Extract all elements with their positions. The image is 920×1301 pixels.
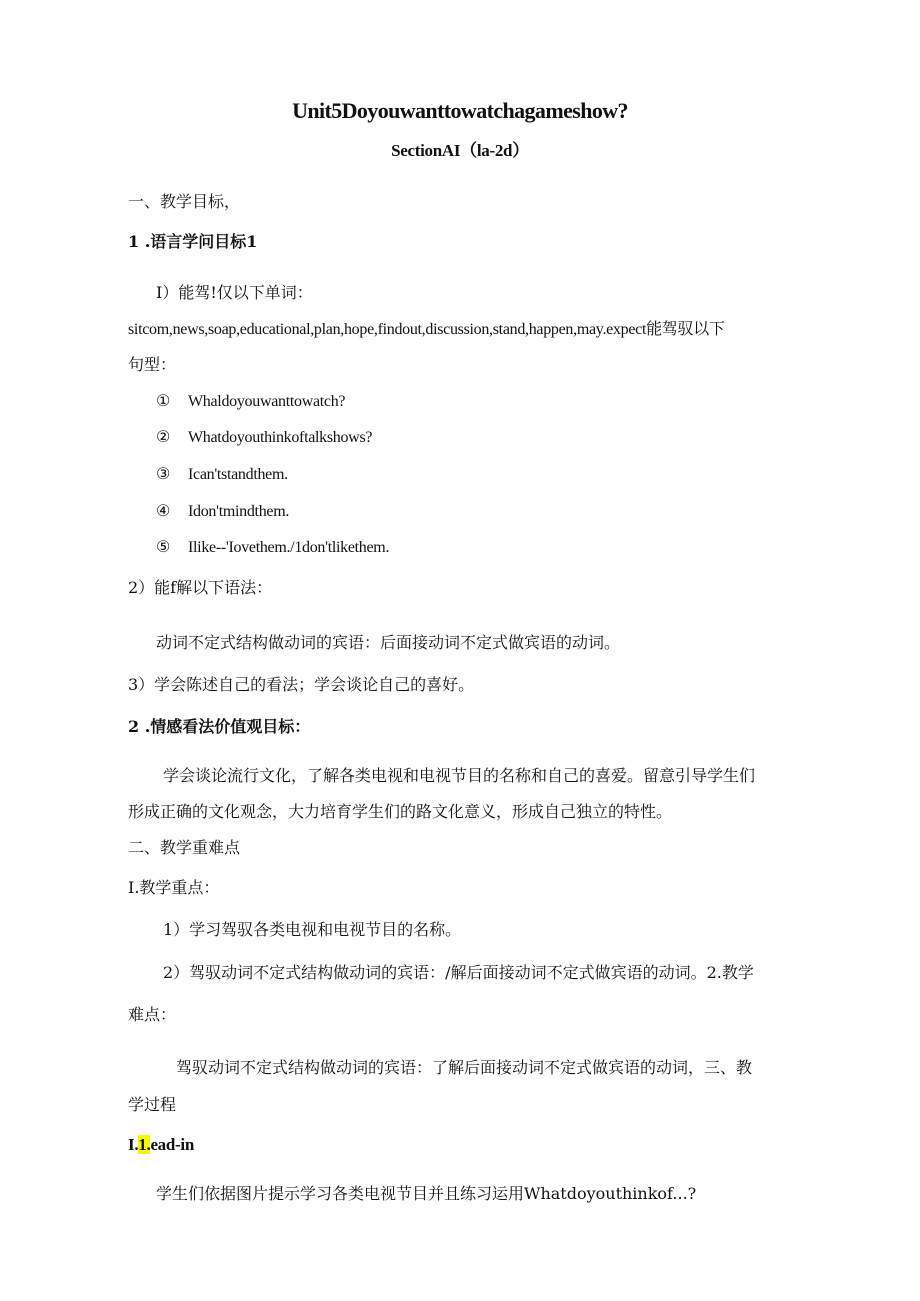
lead-in-highlight: 1. — [138, 1135, 151, 1154]
lead-in-heading — [128, 1135, 194, 1155]
key-points-label: I.教学重点： — [128, 878, 220, 897]
key-point-2-line-1: 2）驾驭动词不定式结构做动词的宾语：/解后面接动词不定式做宾语的动词。2.教学 — [163, 963, 754, 982]
section-2-heading: 二、教学重难点 — [128, 838, 241, 857]
sentence-text: Idon'tmindthem. — [188, 503, 290, 520]
item-2-label: 2）能f解以下语法： — [128, 578, 273, 597]
key-point-2-line-2: 难点： — [128, 1005, 177, 1024]
difficulty-line-2: 学过程 — [128, 1095, 177, 1114]
lead-in-text: 学生们依据图片提示学习各类电视节目并且练习运用Whatdoyouthinkof...? — [156, 1184, 697, 1203]
item-2-text: 动词不定式结构做动词的宾语：后面接动词不定式做宾语的动词。 — [156, 633, 621, 652]
sentence-marker: ⑤ — [156, 539, 171, 556]
sentence-text: Whatdoyouthinkoftalkshows? — [188, 429, 373, 446]
attitude-line-2: 形成正确的文化观念，大力培育学生们的路文化意义，形成自己独立的特性。 — [128, 802, 673, 821]
key-point-1: 1）学习驾驭各类电视和电视节目的名称。 — [163, 920, 462, 939]
sentence-marker: ② — [156, 429, 171, 446]
item-3-text: 3）学会陈述自己的看法；学会谈论自己的喜好。 — [128, 675, 475, 694]
sentence-text: Whaldoyouwanttowatch? — [188, 393, 346, 410]
difficulty-line-1: 驾驭动词不定式结构做动词的宾语：了解后面接动词不定式做宾语的动词，三、教 — [176, 1058, 753, 1077]
vocab-line: sitcom,news,soap,educational,plan,hope,findout,discussion,stand,happen,may.expect能驾驭以下 — [128, 321, 725, 338]
sentence-item — [156, 465, 288, 485]
item-1-label: I）能驾!仅以下单词： — [156, 283, 313, 302]
sentence-item — [156, 538, 389, 558]
section-1-2-label: 2 .情感看法价值观目标： — [128, 717, 311, 736]
sentence-item — [156, 428, 372, 448]
sentence-marker: ④ — [156, 503, 171, 520]
sentence-item — [156, 392, 345, 412]
section-1-heading: 一、教学目标， — [128, 192, 241, 211]
sentence-text: Ilike--'Iovethem./1don'tlikethem. — [188, 539, 390, 556]
section-1-1-label: 1 .语言学问目标1 — [128, 232, 258, 251]
sentence-marker: ① — [156, 393, 171, 410]
lead-in-prefix: I. — [128, 1135, 139, 1154]
document-subtitle: SectionAI（la-2d） — [391, 141, 529, 160]
sentence-item — [156, 502, 289, 522]
lead-in-suffix: ead-in — [150, 1135, 194, 1154]
vocab-line-2: 句型： — [128, 355, 177, 374]
sentence-marker: ③ — [156, 466, 171, 483]
sentence-text: Ican'tstandthem. — [188, 466, 288, 483]
attitude-line-1: 学会谈论流行文化，了解各类电视和电视节目的名称和自己的喜爱。留意引导学生们 — [163, 766, 756, 785]
document-title: Unit5Doyouwanttowatchagameshow? — [292, 98, 628, 123]
